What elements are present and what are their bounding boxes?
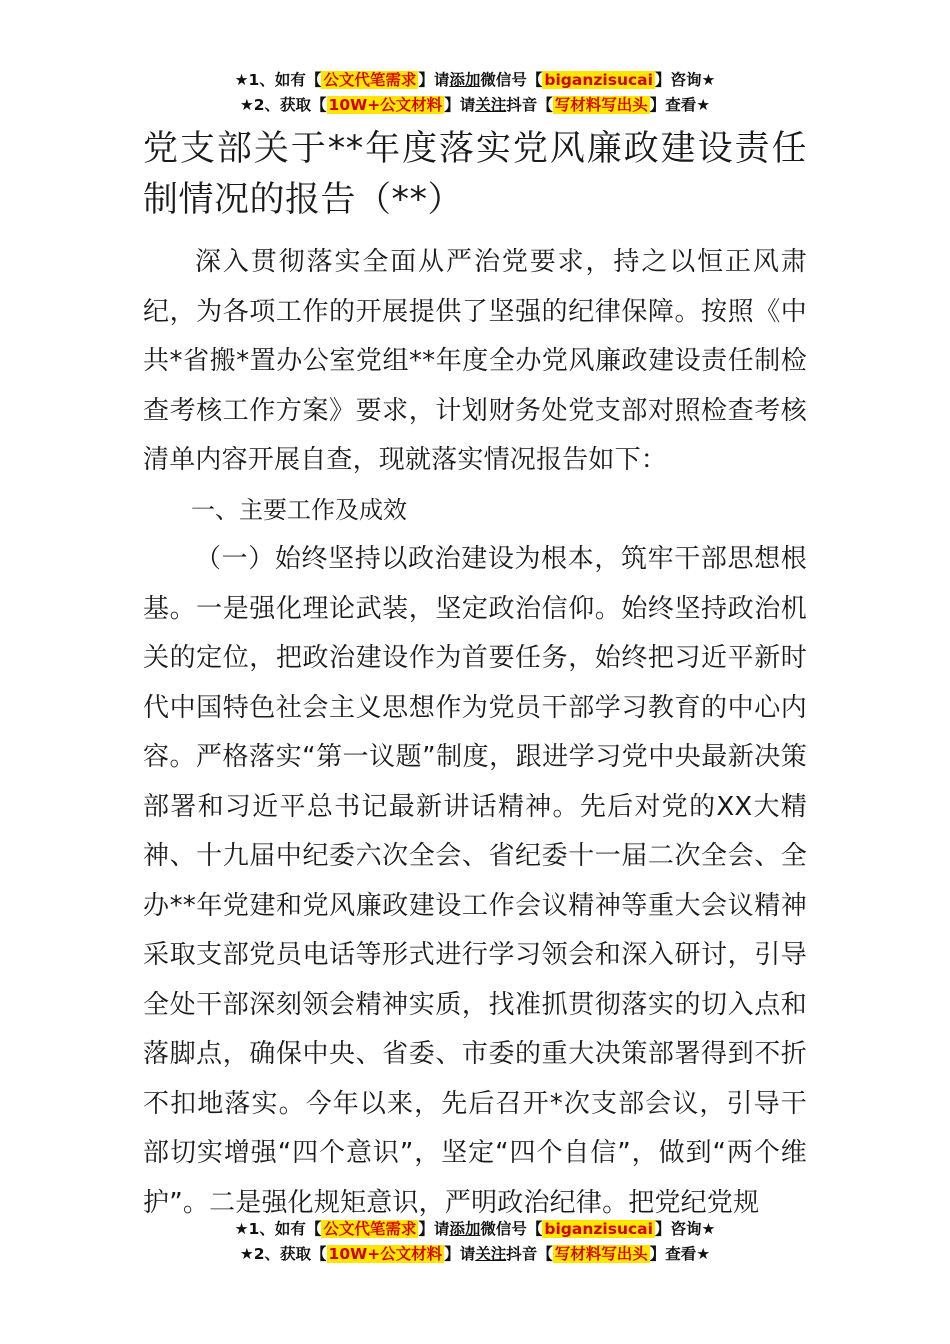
promo-highlight: 写材料写出头	[554, 1245, 648, 1263]
promo-highlight: 写材料写出头	[554, 96, 648, 114]
promo-line-2: ★2、获取【 10W+公文材料 】请关注抖音【 写材料写出头 】查看★	[239, 96, 711, 114]
promo-highlight: 公文代笔需求	[323, 1220, 417, 1238]
section-heading: 一、主要工作及成效	[191, 495, 407, 524]
intro-paragraph: 深入贯彻落实全面从严治党要求，持之以恒正风肃纪，为各项工作的开展提供了坚强的纪律保障。按照《中共*省搬*置办公室党组**年度全办党风廉政建设责任制检查考核工作方案》要求，计划财务处党支部对照检查考核清单内容开展自查，现就落实情况报告如下：	[143, 247, 807, 475]
promo-highlight: biganzisucai	[544, 71, 653, 89]
document-title: 党支部关于**年度落实党风廉政建设责任制情况的报告（**）	[143, 129, 807, 220]
document-body	[143, 124, 807, 1228]
section-paragraph: （一）始终坚持以政治建设为根本，筑牢干部思想根基。一是强化理论武装，坚定政治信仰。始终坚持政治机关的定位，把政治建设作为首要任务，始终把习近平新时代中国特色社会主义思想作为党员干部学习教育的中心内容。严格落实“第一议题”制度，跟进学习党中央最新决策部署和习近平总书记最新讲话精神。先后对党的XX大精神、十九届中纪委六次全会、省纪委十一届二次全会、全办**年党建和党风廉政建设工作会议精神等重大会议精神采取支部党员电话等形式进行学习领会和深入研讨，引导全处干部深刻领会精神实质，找准抓贯彻落实的切入点和落脚点，确保中央、省委、市委的重大决策部署得到不折不扣地落实。今年以来，先后召开*次支部会议，引导干部切实增强“四个意识”，坚定“四个自信”，做到“两个维护”。二是强化规矩意识，严明政治纪律。把党纪党规	[143, 544, 807, 1218]
promo-line-1: ★1、如有【 公文代笔需求 】请添加微信号【 biganzisucai 】咨询★	[234, 71, 716, 89]
top-promo-banner	[0, 68, 950, 118]
promo-highlight: 10W+公文材料	[328, 1245, 443, 1263]
promo-line-2: ★2、获取【 10W+公文材料 】请关注抖音【 写材料写出头 】查看★	[239, 1245, 711, 1263]
promo-highlight: 10W+公文材料	[328, 96, 443, 114]
promo-highlight: 公文代笔需求	[323, 71, 417, 89]
promo-line-1: ★1、如有【 公文代笔需求 】请添加微信号【 biganzisucai 】咨询★	[234, 1220, 716, 1238]
document-content	[143, 238, 807, 1228]
promo-highlight: biganzisucai	[544, 1220, 653, 1238]
bottom-promo-banner	[0, 1217, 950, 1267]
